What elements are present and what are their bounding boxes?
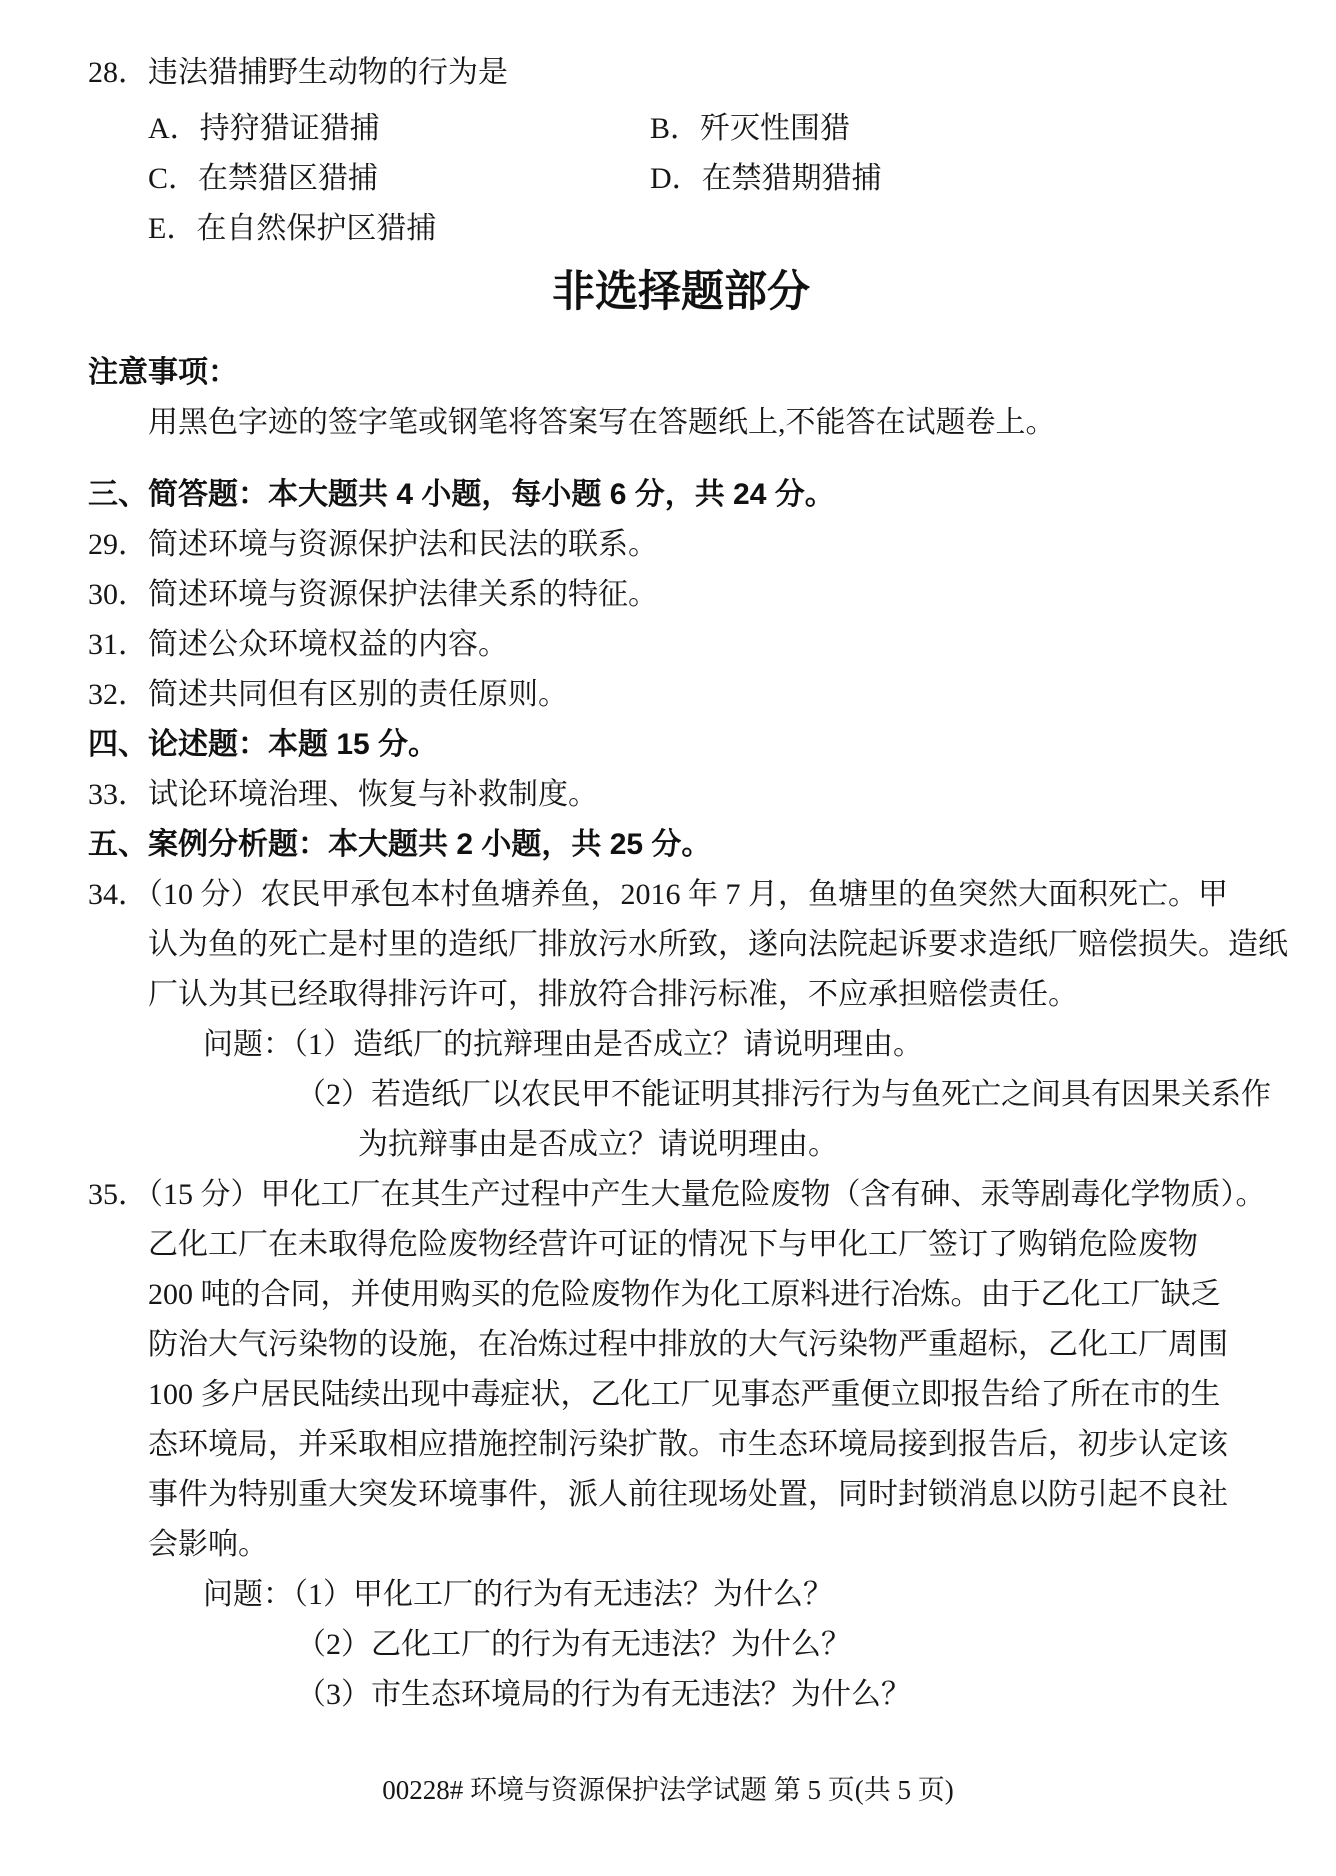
question-35-body-line: 35．（15 分）甲化工厂在其生产过程中产生大量危险废物（含有砷、汞等剧毒化学物质）。 bbox=[88, 1178, 1266, 1211]
question-35-body-line: 200 吨的合同，并使用购买的危险废物作为化工原料进行冶炼。由于乙化工厂缺乏 bbox=[148, 1278, 1221, 1311]
section-3-header: 三、简答题：本大题共 4 小题，每小题 6 分，共 24 分。 bbox=[88, 478, 835, 511]
option-c: C．在禁猎区猎捕 bbox=[148, 162, 379, 195]
question-35-body-line: 100 多户居民陆续出现中毒症状，乙化工厂见事态严重便立即报告给了所在市的生 bbox=[148, 1378, 1221, 1411]
question-34-body-line: 认为鱼的死亡是村里的造纸厂排放污水所致，遂向法院起诉要求造纸厂赔偿损失。造纸 bbox=[148, 928, 1288, 961]
question-34-body-line: 厂认为其已经取得排污许可，排放符合排污标准，不应承担赔偿责任。 bbox=[148, 978, 1078, 1011]
question-34-body-line: 34．（10 分）农民甲承包本村鱼塘养鱼，2016 年 7 月，鱼塘里的鱼突然大面积死亡。甲 bbox=[88, 878, 1228, 911]
option-e: E．在自然保护区猎捕 bbox=[148, 212, 437, 245]
question-29: 29．简述环境与资源保护法和民法的联系。 bbox=[88, 528, 658, 561]
question-35-subquestion-1: 问题：（1）甲化工厂的行为有无违法？为什么？ bbox=[203, 1578, 833, 1611]
question-28-options bbox=[148, 104, 1336, 254]
question-35 bbox=[0, 1170, 1336, 1720]
notes-instruction: 用黑色字迹的签字笔或钢笔将答案写在答题纸上,不能答在试题卷上。 bbox=[148, 406, 1056, 439]
section-heading-non-multiple-choice: 非选择题部分 bbox=[552, 268, 810, 316]
question-32: 32．简述共同但有区别的责任原则。 bbox=[88, 678, 568, 711]
question-35-subquestion-2: （2）乙化工厂的行为有无违法？为什么？ bbox=[296, 1628, 851, 1661]
question-34-subquestion-2: （2）若造纸厂以农民甲不能证明其排污行为与鱼死亡之间具有因果关系作 bbox=[296, 1078, 1271, 1111]
question-35-subquestion-3: （3）市生态环境局的行为有无违法？为什么？ bbox=[296, 1678, 911, 1711]
section-5-header: 五、案例分析题：本大题共 2 小题，共 25 分。 bbox=[88, 828, 712, 861]
question-34-subquestion-1: 问题：（1）造纸厂的抗辩理由是否成立？请说明理由。 bbox=[203, 1028, 923, 1061]
question-28-number: 28． bbox=[88, 56, 148, 89]
question-34-subquestion-2-wrap: 为抗辩事由是否成立？请说明理由。 bbox=[358, 1128, 838, 1161]
question-35-body-line: 防治大气污染物的设施，在冶炼过程中排放的大气污染物严重超标，乙化工厂周围 bbox=[148, 1328, 1228, 1361]
question-28-text: 违法猎捕野生动物的行为是 bbox=[148, 56, 508, 89]
question-33: 33．试论环境治理、恢复与补救制度。 bbox=[88, 778, 598, 811]
question-31: 31．简述公众环境权益的内容。 bbox=[88, 628, 508, 661]
page-footer: 00228# 环境与资源保护法学试题 第 5 页(共 5 页) bbox=[382, 1775, 954, 1805]
question-35-body-line: 态环境局，并采取相应措施控制污染扩散。市生态环境局接到报告后，初步认定该 bbox=[148, 1428, 1228, 1461]
option-d: D．在禁猎期猎捕 bbox=[650, 162, 882, 195]
section-4-header: 四、论述题：本题 15 分。 bbox=[88, 728, 439, 761]
question-30: 30．简述环境与资源保护法律关系的特征。 bbox=[88, 578, 658, 611]
question-35-body-line: 会影响。 bbox=[148, 1528, 268, 1561]
option-b: B．歼灭性围猎 bbox=[650, 112, 851, 145]
question-28 bbox=[88, 48, 1336, 98]
notes-title: 注意事项： bbox=[88, 356, 238, 389]
question-34 bbox=[0, 870, 1336, 1170]
question-35-body-line: 事件为特别重大突发环境事件，派人前往现场处置，同时封锁消息以防引起不良社 bbox=[148, 1478, 1228, 1511]
question-35-body-line: 乙化工厂在未取得危险废物经营许可证的情况下与甲化工厂签订了购销危险废物 bbox=[148, 1228, 1198, 1261]
option-a: A．持狩猎证猎捕 bbox=[148, 112, 380, 145]
